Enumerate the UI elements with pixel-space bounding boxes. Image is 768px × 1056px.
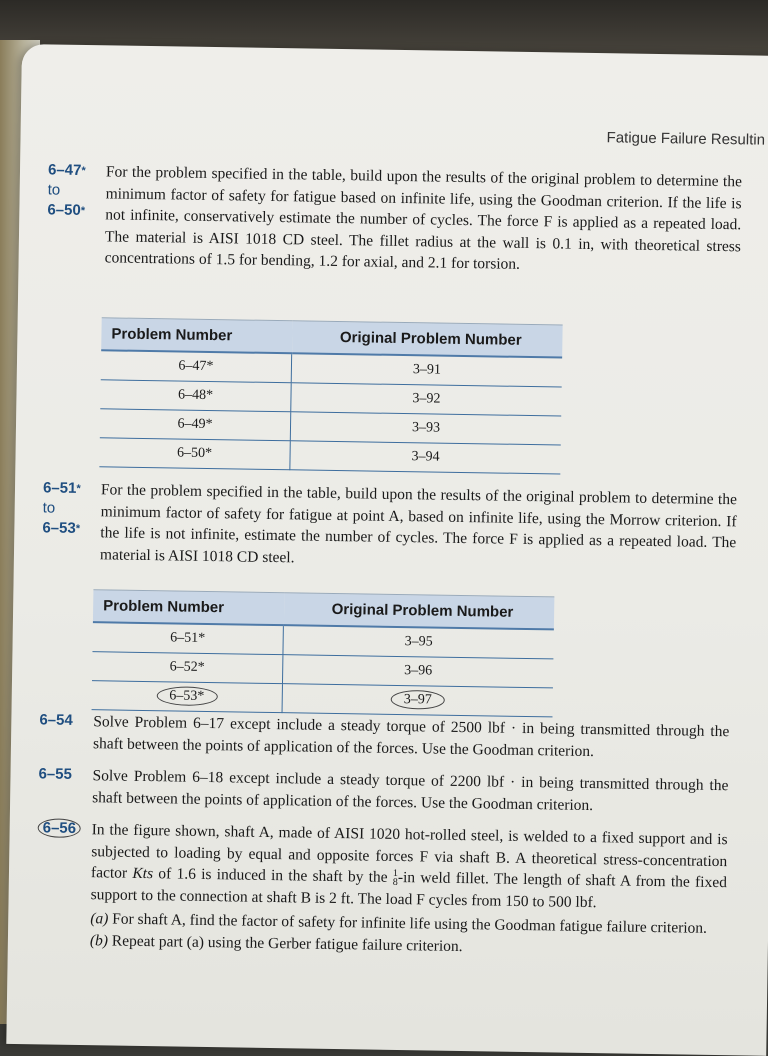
table-row: 6–50* 3–94	[99, 438, 560, 474]
book-page	[6, 44, 768, 1056]
table-header: Original Problem Number	[283, 593, 554, 630]
circled-problem-number: 6–53*	[156, 686, 217, 706]
table-header: Original Problem Number	[292, 321, 563, 358]
part-b: (b) Repeat part (a) using the Gerber fatigue failure criterion.	[89, 931, 463, 955]
problem-6-51-to-6-53	[42, 478, 743, 575]
table-row: 6–48* 3–92	[100, 380, 561, 416]
problem-text: Solve Problem 6–18 except include a steady torque of 2200 lbf · in being transmitted through the shaft between the points of application of the forces. Use the Goodman criterion.	[92, 767, 729, 814]
table-row: 6–51* 3–95	[92, 622, 553, 659]
problem-number: 6–54	[39, 711, 73, 729]
problem-table-1	[99, 317, 562, 474]
fraction-one-eighth: 1 8	[392, 868, 399, 889]
part-a: (a) For shaft A, find the factor of safety for infinite life using the Goodman fatigue failure criterion.	[90, 910, 708, 937]
problem-text: For the problem specified in the table, build upon the results of the original problem to determine the minimum factor of safety for fatigue based on infinite life, using the Goodman criterion. If the life is not infinite, conservatively estimate the number of cycles. The force F is applied as a repeated load. The material is AISI 1018 CD steel. The fillet radius at the wall is 0.1 in, with theoretical stress concentrations of 1.5 for bending, 1.2 for axial, and 2.1 for torsion.	[104, 163, 743, 273]
table-row: 6–52* 3–96	[92, 652, 553, 688]
problem-number: 6–56	[38, 818, 82, 838]
problem-6-55	[38, 764, 739, 818]
problem-table-2	[92, 589, 555, 717]
problem-text: Solve Problem 6–17 except include a steady torque of 2500 lbf · in being transmitted through the shaft between the points of application of the forces. Use the Goodman criterion.	[92, 713, 730, 760]
kts-symbol: Kts	[132, 864, 154, 883]
table-row: 6–49* 3–93	[100, 409, 561, 445]
problem-6-47-to-6-50	[46, 160, 748, 278]
problem-number: 6–51* to 6–53*	[42, 479, 81, 537]
table-header: Problem Number	[93, 590, 284, 625]
table-header: Problem Number	[101, 318, 292, 353]
problem-6-54	[39, 710, 740, 764]
problem-6-56	[36, 818, 738, 961]
table-row: 6–47* 3–91	[101, 350, 562, 387]
running-head: Fatigue Failure Resultin	[606, 129, 766, 149]
problem-text: For the problem specified in the table, build upon the results of the original problem to determine the minimum factor of safety for fatigue at point A, based on infinite life, using the Morrow criterion. If the life is not infinite, estimate the number of cycles. The force F is applied as a repeated load. The material is AISI 1018 CD steel.	[99, 481, 738, 566]
problem-number: 6–47* to 6–50*	[47, 161, 86, 219]
problem-text: In the figure shown, shaft A, made of AISI 1020 hot-rolled steel, is welded to a fixed support and is subjected to loading by equal and opposite forces F via shaft B. A theoretical stress-concentration factor Kts of 1.6 is induced in the shaft by the 1 8 -in weld fillet. The length of shaft A from the fixed support to the connection at shaft B is 2 ft. The load F cycles from 150 to 500 lbf. (a) For shaft A, find the factor of safety for infinite life using the Goodman fatigue failure criterion. (b) Repeat part (a) using the Gerber fatigue failure criterion.	[90, 819, 728, 961]
circled-original-number: 3–97	[391, 690, 445, 710]
problem-number: 6–55	[38, 765, 73, 783]
